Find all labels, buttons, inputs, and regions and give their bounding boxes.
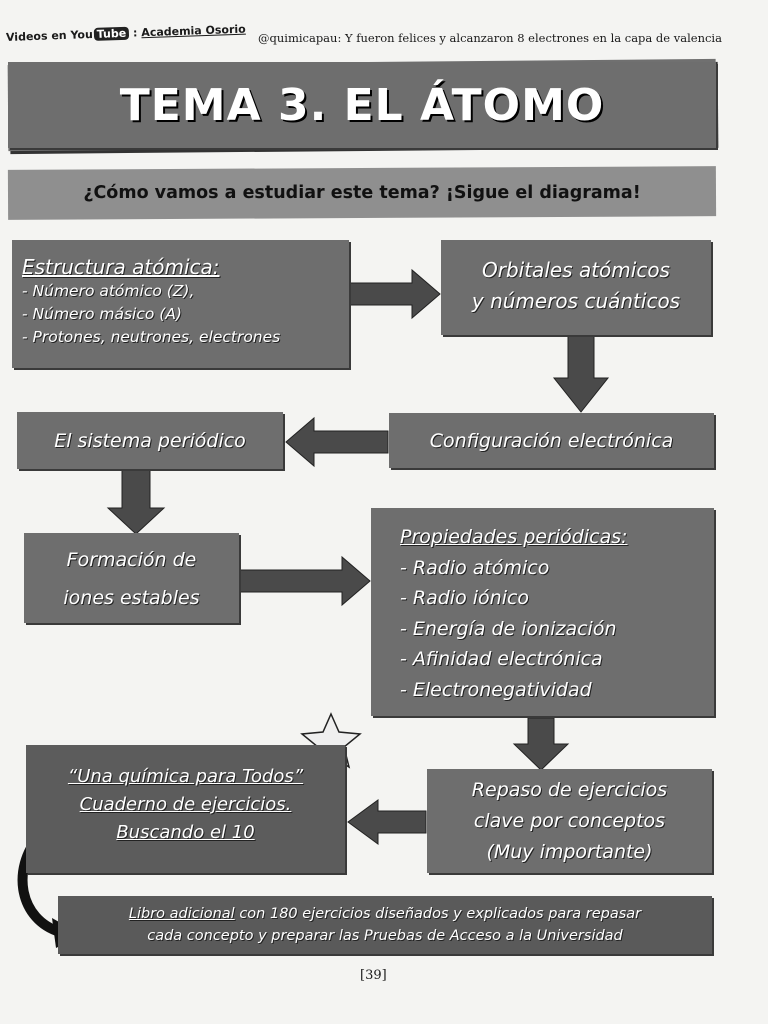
repaso-line3: (Muy importante) bbox=[486, 841, 653, 863]
cuaderno-line3: Buscando el 10 bbox=[116, 822, 255, 843]
propiedades-item: - Radio iónico bbox=[400, 587, 530, 609]
page-subtitle: ¿Cómo vamos a estudiar este tema? ¡Sigue el diagrama! bbox=[83, 183, 641, 203]
videos-label: Videos en You bbox=[5, 27, 94, 44]
arrow-left-1 bbox=[286, 418, 388, 466]
formacion-line1: Formación de bbox=[66, 549, 197, 571]
configuracion-label: Configuración electrónica bbox=[429, 429, 674, 452]
header-quote: @quimicapau: Y fueron felices y alcanzaron 8 electrones en la capa de valencia bbox=[258, 31, 722, 45]
estructura-item: - Protones, neutrones, electrones bbox=[22, 328, 281, 346]
box-configuracion bbox=[389, 413, 714, 468]
box-estructura-atomica bbox=[12, 240, 349, 368]
orbitales-line1: Orbitales atómicos bbox=[482, 258, 670, 282]
youtube-logo: Tube bbox=[94, 27, 130, 41]
arrow-down-2 bbox=[108, 470, 164, 534]
arrow-right-2 bbox=[240, 557, 370, 605]
orbitales-line2: y números cuánticos bbox=[471, 289, 681, 313]
sistema-label: El sistema periódico bbox=[54, 429, 246, 452]
estructura-item: - Número másico (A) bbox=[22, 305, 182, 323]
page-number: [39] bbox=[360, 968, 387, 983]
cuaderno-line1: “Una química para Todos” bbox=[67, 766, 304, 787]
box-propiedades bbox=[371, 508, 714, 716]
box-formacion-iones bbox=[24, 533, 239, 623]
libro-underlined: Libro adicional bbox=[128, 906, 235, 922]
libro-rest: con 180 ejercicios diseñados y explicados para repasar bbox=[234, 906, 642, 922]
box-cuaderno bbox=[26, 745, 345, 873]
arrow-right-1 bbox=[350, 270, 440, 318]
estructura-heading: Estructura atómica: bbox=[22, 255, 220, 279]
header-separator: : bbox=[132, 26, 138, 40]
box-repaso bbox=[427, 769, 712, 873]
page-title: TEMA 3. EL ÁTOMO bbox=[8, 62, 716, 148]
propiedades-heading: Propiedades periódicas: bbox=[400, 526, 628, 548]
box-orbitales bbox=[441, 240, 711, 335]
arrow-left-2 bbox=[348, 800, 426, 844]
box-sistema-periodico bbox=[17, 412, 283, 469]
propiedades-item: - Radio atómico bbox=[400, 556, 550, 579]
formacion-line2: iones estables bbox=[63, 587, 200, 609]
libro-line2: cada concepto y preparar las Pruebas de Acceso a la Universidad bbox=[147, 928, 623, 944]
channel-name: Academia Osorio bbox=[141, 22, 246, 40]
repaso-line1: Repaso de ejercicios bbox=[471, 779, 668, 801]
propiedades-item: - Energía de ionización bbox=[400, 617, 617, 640]
cuaderno-line2: Cuaderno de ejercicios. bbox=[79, 794, 292, 815]
arrow-down-3 bbox=[514, 718, 568, 770]
repaso-line2: clave por conceptos bbox=[473, 810, 666, 832]
estructura-item: - Número atómico (Z), bbox=[22, 282, 195, 300]
propiedades-item: - Afinidad electrónica bbox=[400, 648, 603, 670]
arrow-down-1 bbox=[554, 336, 608, 412]
propiedades-item: - Electronegatividad bbox=[400, 678, 592, 701]
box-libro-adicional bbox=[58, 896, 712, 954]
